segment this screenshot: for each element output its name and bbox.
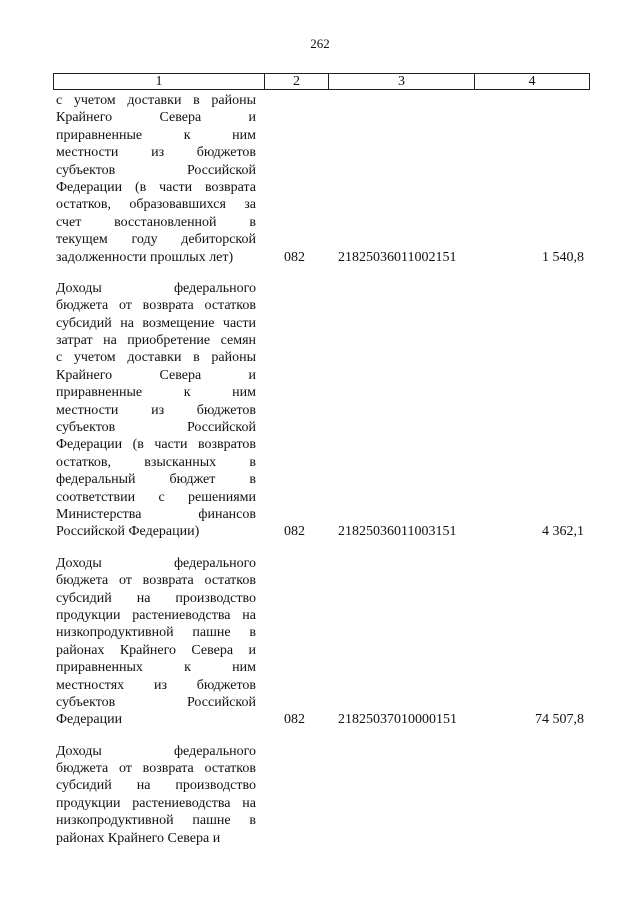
description-line: затрат на приобретение семян: [56, 333, 256, 349]
description-line: субсидий на производство: [56, 590, 256, 606]
row-spacer: [0, 266, 640, 280]
description-line: текущем году дебиторской: [56, 232, 256, 248]
table-row: [0, 555, 640, 729]
description-line: соответствии с решениями: [56, 489, 256, 505]
header-cell-1: 1: [54, 74, 265, 89]
description-line: остатков, взысканных в: [56, 454, 256, 470]
description-line: остатков, образовавшихся за: [56, 197, 256, 213]
description-line: субсидий на производство: [56, 778, 256, 794]
description-line: местностях из бюджетов: [56, 677, 256, 693]
description-line: субъектов Российской: [56, 162, 256, 178]
description-line: районах Крайнего Севера и: [56, 830, 221, 846]
description-line: продукции растениеводства на: [56, 795, 256, 811]
description-line: субъектов Российской: [56, 694, 256, 710]
page-number: 262: [310, 36, 330, 51]
row-admin-code: 082: [284, 712, 305, 728]
table-header-row: [53, 73, 590, 90]
description-line: Доходы федерального: [56, 555, 256, 571]
header-cell-2: 2: [265, 74, 329, 89]
row-spacer: [0, 729, 640, 743]
description-line: задолженности прошлых лет): [56, 249, 234, 265]
row-description: [56, 555, 256, 729]
description-line: районах Крайнего Севера и: [56, 642, 256, 658]
row-amount: 4 362,1: [542, 524, 584, 540]
description-line: бюджета от возврата остатков: [56, 761, 256, 777]
row-description: [56, 280, 256, 541]
description-line: Крайнего Севера и: [56, 110, 256, 126]
description-line: бюджета от возврата остатков: [56, 298, 256, 314]
row-budget-code: 21825036011002151: [338, 249, 457, 265]
row-admin-code: 082: [284, 249, 305, 265]
description-line: Федерации (в части возврата: [56, 179, 256, 195]
description-line: счет восстановленной в: [56, 214, 256, 230]
row-admin-code: 082: [284, 524, 305, 540]
description-line: продукции растениеводства на: [56, 607, 256, 623]
row-description: [56, 92, 256, 266]
description-line: Доходы федерального: [56, 743, 256, 759]
description-line: субсидий на возмещение части: [56, 315, 256, 331]
description-line: Доходы федерального: [56, 280, 256, 296]
row-budget-code: 21825036011003151: [338, 524, 457, 540]
description-line: Федерации (в части возвратов: [56, 437, 256, 453]
table-body: [0, 92, 640, 847]
description-line: местности из бюджетов: [56, 145, 256, 161]
description-line: с учетом доставки в районы: [56, 93, 256, 108]
description-line: приравненные к ним: [56, 385, 256, 401]
description-line: Крайнего Севера и: [56, 367, 256, 383]
row-spacer: [0, 541, 640, 555]
header-cell-3: 3: [329, 74, 475, 89]
table-row: [0, 280, 640, 541]
table-row: [0, 743, 640, 847]
row-budget-code: 21825037010000151: [338, 712, 457, 728]
description-line: Федерации: [56, 712, 123, 728]
description-line: низкопродуктивной пашне в: [56, 813, 256, 829]
description-line: низкопродуктивной пашне в: [56, 625, 256, 641]
description-line: с учетом доставки в районы: [56, 350, 256, 366]
description-line: Российской Федерации): [56, 524, 200, 540]
description-line: приравненных к ним: [56, 660, 256, 676]
description-line: бюджета от возврата остатков: [56, 573, 256, 589]
description-line: приравненные к ним: [56, 127, 256, 143]
row-amount: 74 507,8: [535, 712, 584, 728]
header-cell-4: 4: [528, 74, 536, 89]
row-description: [56, 743, 256, 847]
row-amount: 1 540,8: [542, 249, 584, 265]
description-line: местности из бюджетов: [56, 402, 256, 418]
description-line: федеральный бюджет в: [56, 472, 256, 488]
description-line: Министерства финансов: [56, 506, 256, 522]
description-line: субъектов Российской: [56, 420, 256, 436]
table-row: [0, 92, 640, 266]
